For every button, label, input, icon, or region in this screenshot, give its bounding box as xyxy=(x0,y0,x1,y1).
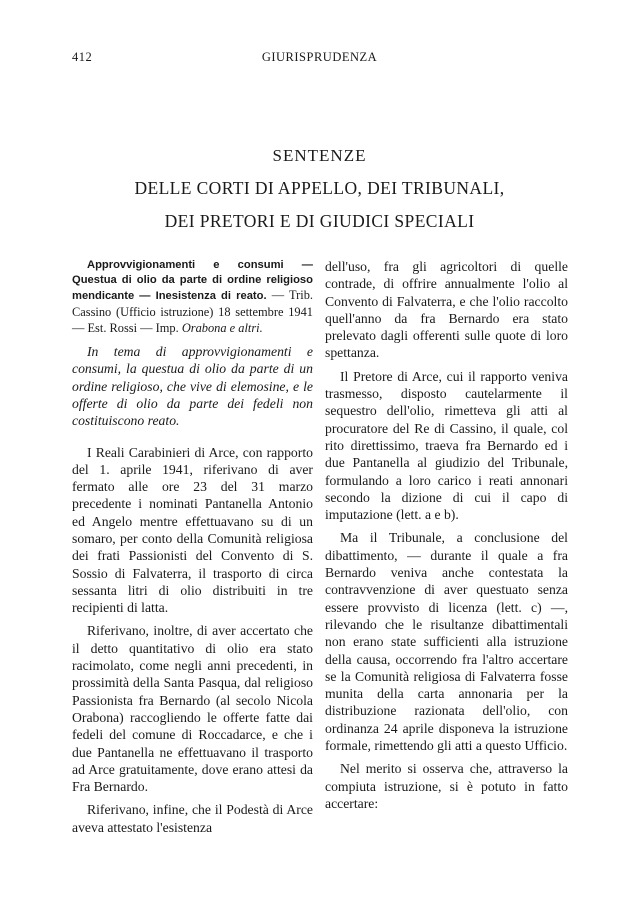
body-paragraph: Riferivano, inoltre, di aver accertato che il detto quantitativo di olio era stato racimolato, come negli anni precedenti, in prossimità della Santa Pasqua, dal religioso Passionista fra Bernardo (al secolo Nicola Orabona) raccogliendo le offerte fatte dai fedeli del comune di Roccadarce, e che i due Pantanella ne effettuavano il trasporto ad Arce gratuitamente, dove erano attesi da Fra Bernardo. xyxy=(72,623,313,795)
case-summary xyxy=(72,258,313,337)
body-paragraph: I Reali Carabinieri di Arce, con rapporto del 1. aprile 1941, riferivano di aver fermato alle ore 23 del 31 marzo precedente i nominati Pantanella Antonio ed Angelo mentre effettuavano su di un somaro, per conto della Comunità religiosa dei frati Passionisti del Convento di S. Sossio di Falvaterra, il trasporto di circa sessanta litri di olio distribuiti in tre recipienti di latta. xyxy=(72,444,313,616)
left-column xyxy=(72,258,313,842)
title-line-3: DEI PRETORI E DI GIUDICI SPECIALI xyxy=(164,211,475,231)
body-paragraph: Riferivano, infine, che il Podestà di Arce aveva attestato l'esistenza xyxy=(72,802,313,835)
summary-parties: Orabona e altri. xyxy=(178,320,263,335)
title-line-1: SENTENZE xyxy=(272,146,367,165)
body-paragraph: Ma il Tribunale, a conclusione del dibattimento, — durante il quale a fra Bernardo veniva anche contestata la contravvenzione di aver questuato senza essere provvisto di licenza (lett. c) —, rilevando che le risultanze dibattimentali non erano state sufficienti alla istruzione della causa, occorrendo fra l'altro accertare se la Comunità religiosa di Falvaterra fosse munita della carta annonaria per la distribuzione razionata dell'olio, con ordinanza 24 aprile disponeva la istruzione formale, rimettendo gli atti a questo Ufficio. xyxy=(325,530,568,754)
summary-headnote: Approvvigionamenti e consumi — Questua di olio da parte di ordine religioso mendicante — Inesistenza di reato. xyxy=(72,259,313,303)
summary-source: — Trib. Cassino (Ufficio istruzione) 18 settembre 1941 — Est. Rossi — Imp. xyxy=(72,288,314,335)
running-head xyxy=(72,50,567,66)
body-paragraph: Nel merito si osserva che, attraverso la compiuta istruzione, si è potuto in fatto accertare: xyxy=(325,761,568,811)
body-paragraph: Il Pretore di Arce, cui il rapporto veniva trasmesso, disposto cautelarmente il sequestro dell'olio, rimetteva gli atti al procuratore del Re di Cassino, il quale, col rito direttissimo, traeva fra Bernardo ed i due Pantanella al giudizio del Tribunale, formulando a loro carico i reati annonari secondo la dizione di cui il capo di imputazione (lett. a e b). xyxy=(325,368,568,523)
page-number: 412 xyxy=(72,50,93,64)
right-column xyxy=(325,258,568,818)
legal-maxim: In tema di approvvigionamenti e consumi, la questua di olio da parte di un ordine religioso, che vive di elemosine, e le offerte di olio da parte dei fedeli non costituiscono reato. xyxy=(72,344,313,429)
body-paragraph: dell'uso, fra gli agricoltori di quelle contrade, di offrire annualmente l'olio al Convento di Falvaterra, e che l'olio raccolto quell'anno da fra Bernardo era stato prelevato dagli offerenti sulle quote di loro spettanza. xyxy=(325,259,568,361)
title-line-2: DELLE CORTI DI APPELLO, DEI TRIBUNALI, xyxy=(134,178,505,198)
section-title xyxy=(72,143,567,234)
journal-title: GIURISPRUDENZA xyxy=(261,50,378,64)
